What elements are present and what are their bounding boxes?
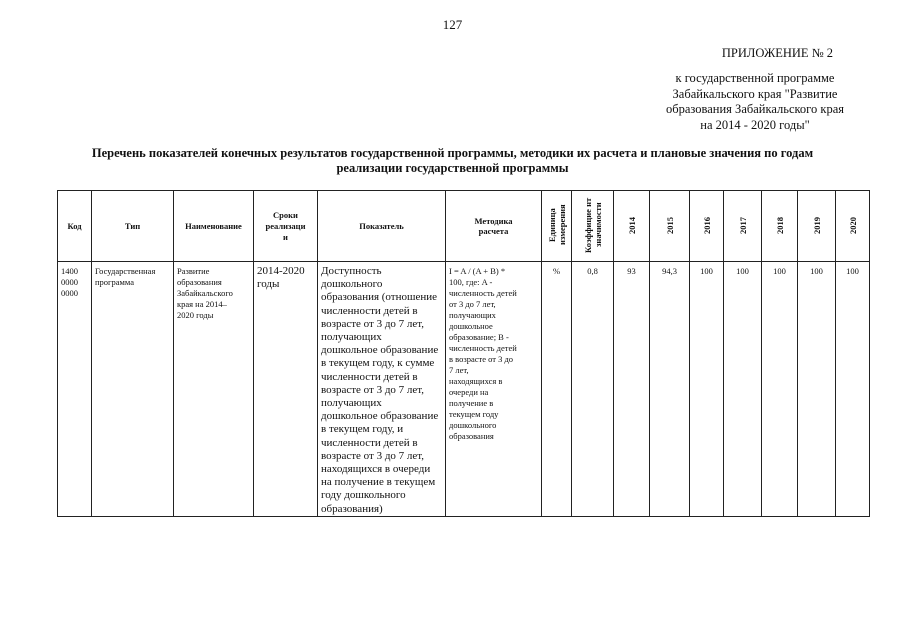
cell-value-2018: 100 [762, 262, 798, 517]
cell-indicator: Доступность дошкольного образования (отношение численности детей в возрасте от 3 до 7 лет, получающих дошкольное образование в текущем году, к сумме численности детей в возрасте от 3 до 7 лет, получающих дошкольное образование в текущем году, и численности детей в возрасте от 3 до 7 лет, находящихся в очереди на получение в текущем году дошкольного образования) [318, 262, 446, 517]
page-number: 127 [442, 17, 463, 32]
appendix-ref-line: к государственной программе [675, 71, 835, 85]
appendix-reference [630, 71, 880, 133]
indicators-table [57, 190, 870, 517]
cell-code: 1400 0000 0000 [58, 262, 92, 517]
header-year: 2016 [690, 191, 724, 262]
header-name: Наименование [174, 191, 254, 262]
header-year: 2018 [762, 191, 798, 262]
header-coefficient: Коэффицие нт значимости [572, 191, 614, 262]
header-code: Код [58, 191, 92, 262]
table-row [58, 262, 870, 517]
header-indicator: Показатель [318, 191, 446, 262]
header-year: 2020 [836, 191, 870, 262]
table-header-row [58, 191, 870, 262]
cell-value-2019: 100 [798, 262, 836, 517]
cell-name: Развитие образования Забайкальского края на 2014– 2020 годы [174, 262, 254, 517]
cell-value-2014: 93 [614, 262, 650, 517]
header-method: Методика расчета [446, 191, 542, 262]
header-period: Сроки реализаци и [254, 191, 318, 262]
header-year: 2015 [650, 191, 690, 262]
cell-period: 2014-2020 годы [254, 262, 318, 517]
cell-value-2020: 100 [836, 262, 870, 517]
cell-type: Государственная программа [92, 262, 174, 517]
appendix-ref-line: на 2014 - 2020 годы" [700, 117, 810, 132]
header-year: 2019 [798, 191, 836, 262]
cell-unit: % [542, 262, 572, 517]
header-type: Тип [92, 191, 174, 262]
cell-value-2017: 100 [724, 262, 762, 517]
heading-line: Перечень показателей конечных результатов государственной программы, методики их расчета и плановые значения по годам [91, 146, 814, 160]
cell-method: I = A / (A + B) * 100, где: A - численность детей от 3 до 7 лет, получающих дошкольное образование; B - численность детей в возрасте от 3 до 7 лет, находящихся в очереди на получение в текущем году дошкольного образования [446, 262, 542, 517]
header-year: 2014 [614, 191, 650, 262]
appendix-ref-line: образования Забайкальского края [666, 102, 844, 116]
cell-coefficient: 0,8 [572, 262, 614, 517]
cell-value-2015: 94,3 [650, 262, 690, 517]
header-year: 2017 [724, 191, 762, 262]
appendix-title: ПРИЛОЖЕНИЕ № 2 [721, 46, 833, 60]
heading-line: реализации государственной программы [336, 161, 569, 175]
document-heading [50, 146, 855, 176]
appendix-ref-line: Забайкальского края "Развитие [672, 86, 838, 101]
cell-value-2016: 100 [690, 262, 724, 517]
header-unit: Единица измерения [542, 191, 572, 262]
